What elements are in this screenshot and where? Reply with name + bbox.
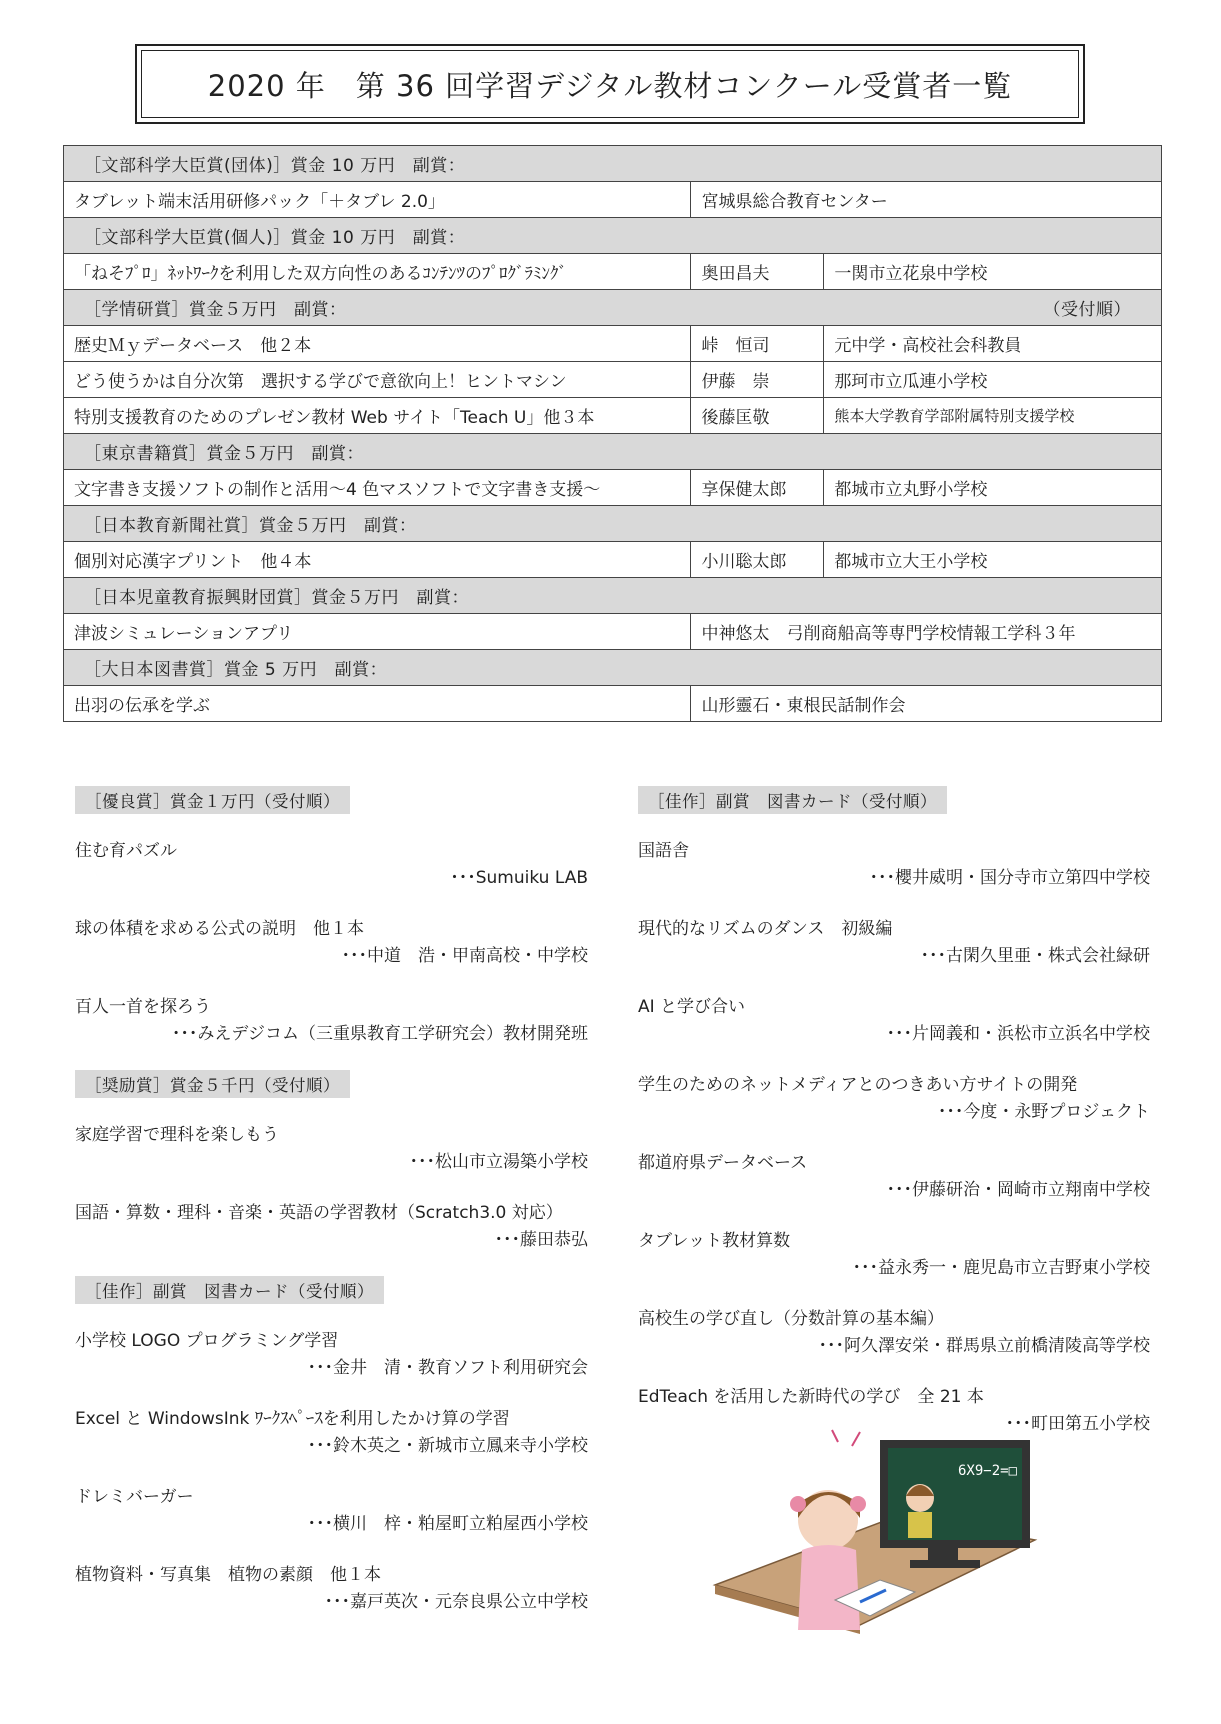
entry-title: ドレミバーガー <box>75 1487 194 1507</box>
award-category-label: ［日本児童教育振興財団賞］賞金５万円 副賞： <box>84 588 469 608</box>
work-title: 「ねそﾌﾟﾛ」ﾈｯﾄﾜｰｸを利用した双方向性のあるｺﾝﾃﾝﾂのﾌﾟﾛｸﾞﾗﾐﾝｸﾞ <box>64 254 691 290</box>
winner-organization: 一関市立花泉中学校 <box>824 254 1162 290</box>
award-entry <box>75 836 588 888</box>
award-category-row <box>64 506 1162 542</box>
award-entry <box>75 1404 588 1456</box>
award-entry <box>638 992 1150 1044</box>
award-winner-row <box>64 470 1162 506</box>
section-heading: ［優良賞］賞金１万円（受付順） <box>75 786 350 814</box>
entry-title: 植物資料・写真集 植物の素顔 他１本 <box>75 1565 381 1585</box>
winner-organization: 都城市立大王小学校 <box>824 542 1162 578</box>
award-category-row <box>64 290 1162 326</box>
winner-organization: 都城市立丸野小学校 <box>824 470 1162 506</box>
award-category-note: （受付順） <box>1043 300 1131 320</box>
right-column <box>638 786 1150 1434</box>
work-title: 歴史Ｍｙデータベース 他２本 <box>64 326 691 362</box>
winner-organization: 山形靈石・東根民話制作会 <box>691 686 1162 722</box>
award-winner-row <box>64 182 1162 218</box>
entry-title: EdTeach を活用した新時代の学び 全 21 本 <box>638 1387 984 1407</box>
entry-author: ･･･伊藤研治・岡崎市立翔南中学校 <box>886 1180 1150 1200</box>
award-category-label: ［文部科学大臣賞(団体)］賞金 10 万円 副賞： <box>84 156 466 176</box>
award-entry <box>638 914 1150 966</box>
award-winner-row <box>64 542 1162 578</box>
winner-name: 後藤匡敬 <box>691 398 824 434</box>
award-entry <box>638 1304 1150 1356</box>
award-winner-row <box>64 614 1162 650</box>
award-category-row <box>64 434 1162 470</box>
award-category-row <box>64 650 1162 686</box>
entry-author: ･･･嘉戸英次・元奈良県公立中学校 <box>324 1592 588 1612</box>
entry-title: 住む育パズル <box>75 841 177 861</box>
work-title: 個別対応漢字プリント 他４本 <box>64 542 691 578</box>
work-title: 特別支援教育のためのプレゼン教材 Web サイト「Teach U」他３本 <box>64 398 691 434</box>
work-title: タブレット端末活用研修パック「＋タブレ 2.0」 <box>64 182 691 218</box>
winner-organization: 宮城県総合教育センター <box>691 182 1162 218</box>
entry-title: 現代的なリズムのダンス 初級編 <box>638 919 893 939</box>
winner-name: 享保健太郎 <box>691 470 824 506</box>
award-category-label: ［日本教育新聞社賞］賞金５万円 副賞： <box>84 516 417 536</box>
entry-title: 学生のためのネットメディアとのつきあい方サイトの開発 <box>638 1075 1078 1095</box>
entry-author: ･･･みえデジコム（三重県教育工学研究会）教材開発班 <box>171 1024 588 1044</box>
award-entry <box>75 1198 588 1250</box>
award-category-label: ［東京書籍賞］賞金５万円 副賞： <box>84 444 364 464</box>
entry-author: ･･･片岡義和・浜松市立浜名中学校 <box>886 1024 1150 1044</box>
award-winner-row <box>64 362 1162 398</box>
award-winner-row <box>64 254 1162 290</box>
entry-title: 百人一首を探ろう <box>75 997 211 1017</box>
entry-title: タブレット教材算数 <box>638 1231 791 1251</box>
winner-organization: 中神悠太 弓削商船高等専門学校情報工学科３年 <box>691 614 1162 650</box>
award-entry <box>638 836 1150 888</box>
winner-name: 小川聡太郎 <box>691 542 824 578</box>
entry-title: 国語舎 <box>638 841 689 861</box>
winner-organization: 那珂市立瓜連小学校 <box>824 362 1162 398</box>
award-category-label: ［学情研賞］賞金５万円 副賞： <box>84 300 347 320</box>
award-entry <box>75 914 588 966</box>
award-entry <box>638 1148 1150 1200</box>
entry-title: 都道府県データベース <box>638 1153 808 1173</box>
page-title: 2020 年 第 36 回学習デジタル教材コンクール受賞者一覧 <box>141 50 1079 118</box>
entry-author: ･･･町田第五小学校 <box>1005 1414 1150 1434</box>
work-title: 文字書き支援ソフトの制作と活用～4 色マスソフトで文字書き支援～ <box>64 470 691 506</box>
work-title: どう使うかは自分次第 選択する学びで意欲向上！ヒントマシン <box>64 362 691 398</box>
entry-title: 国語・算数・理科・音楽・英語の学習教材（Scratch3.0 対応） <box>75 1203 563 1223</box>
award-category-label: ［文部科学大臣賞(個人)］賞金 10 万円 副賞： <box>84 228 466 248</box>
winner-name: 峠 恒司 <box>691 326 824 362</box>
entry-author: ･･･Sumuiku LAB <box>450 868 588 888</box>
title-box <box>135 44 1085 124</box>
award-entry <box>638 1070 1150 1122</box>
section-heading: ［奨励賞］賞金５千円（受付順） <box>75 1070 350 1098</box>
award-entry <box>75 1560 588 1612</box>
entry-author: ･･･益永秀一・鹿児島市立吉野東小学校 <box>852 1258 1150 1278</box>
screen-equation: 6X9−2=□ <box>958 1463 1018 1479</box>
winner-organization: 熊本大学教育学部附属特別支援学校 <box>824 398 1162 434</box>
award-category-row <box>64 578 1162 614</box>
left-column <box>75 786 588 1612</box>
award-category-label: ［大日本図書賞］賞金 5 万円 副賞： <box>84 660 388 680</box>
entry-author: ･･･松山市立湯築小学校 <box>409 1152 588 1172</box>
entry-author: ･･･金井 清・教育ソフト利用研究会 <box>307 1358 588 1378</box>
student-illustration <box>710 1420 1040 1660</box>
work-title: 出羽の伝承を学ぶ <box>64 686 691 722</box>
award-category-row <box>64 218 1162 254</box>
entry-author: ･･･今度・永野プロジェクト <box>937 1102 1150 1122</box>
entry-author: ･･･藤田恭弘 <box>494 1230 588 1250</box>
entry-author: ･･･中道 浩・甲南高校・中学校 <box>341 946 588 966</box>
entry-author: ･･･古閑久里亜・株式会社緑研 <box>920 946 1150 966</box>
awards-table <box>63 145 1162 722</box>
award-entry <box>75 1326 588 1378</box>
winner-organization: 元中学・高校社会科教員 <box>824 326 1162 362</box>
award-entry <box>75 1482 588 1534</box>
award-category-row <box>64 146 1162 182</box>
winner-name: 奥田昌夫 <box>691 254 824 290</box>
entry-title: Excel と WindowsInk ﾜｰｸｽﾍﾟｰｽを利用したかけ算の学習 <box>75 1409 510 1429</box>
entry-title: AI と学び合い <box>638 997 746 1017</box>
entry-title: 家庭学習で理科を楽しもう <box>75 1125 279 1145</box>
entry-author: ･･･阿久澤安栄・群馬県立前橋清陵高等学校 <box>818 1336 1150 1356</box>
award-winner-row <box>64 398 1162 434</box>
award-winner-row <box>64 686 1162 722</box>
entry-title: 高校生の学び直し（分数計算の基本編） <box>638 1309 944 1329</box>
winner-name: 伊藤 崇 <box>691 362 824 398</box>
entry-author: ･･･櫻井威明・国分寺市立第四中学校 <box>869 868 1150 888</box>
award-entry <box>75 992 588 1044</box>
work-title: 津波シミュレーションアプリ <box>64 614 691 650</box>
award-entry <box>75 1120 588 1172</box>
entry-title: 小学校 LOGO プログラミング学習 <box>75 1331 339 1351</box>
section-heading: ［佳作］副賞 図書カード（受付順） <box>75 1276 384 1304</box>
section-heading: ［佳作］副賞 図書カード（受付順） <box>638 786 947 814</box>
entry-title: 球の体積を求める公式の説明 他１本 <box>75 919 364 939</box>
award-entry <box>638 1226 1150 1278</box>
entry-author: ･･･鈴木英之・新城市立鳳来寺小学校 <box>307 1436 588 1456</box>
entry-author: ･･･横川 梓・粕屋町立粕屋西小学校 <box>307 1514 588 1534</box>
award-winner-row <box>64 326 1162 362</box>
